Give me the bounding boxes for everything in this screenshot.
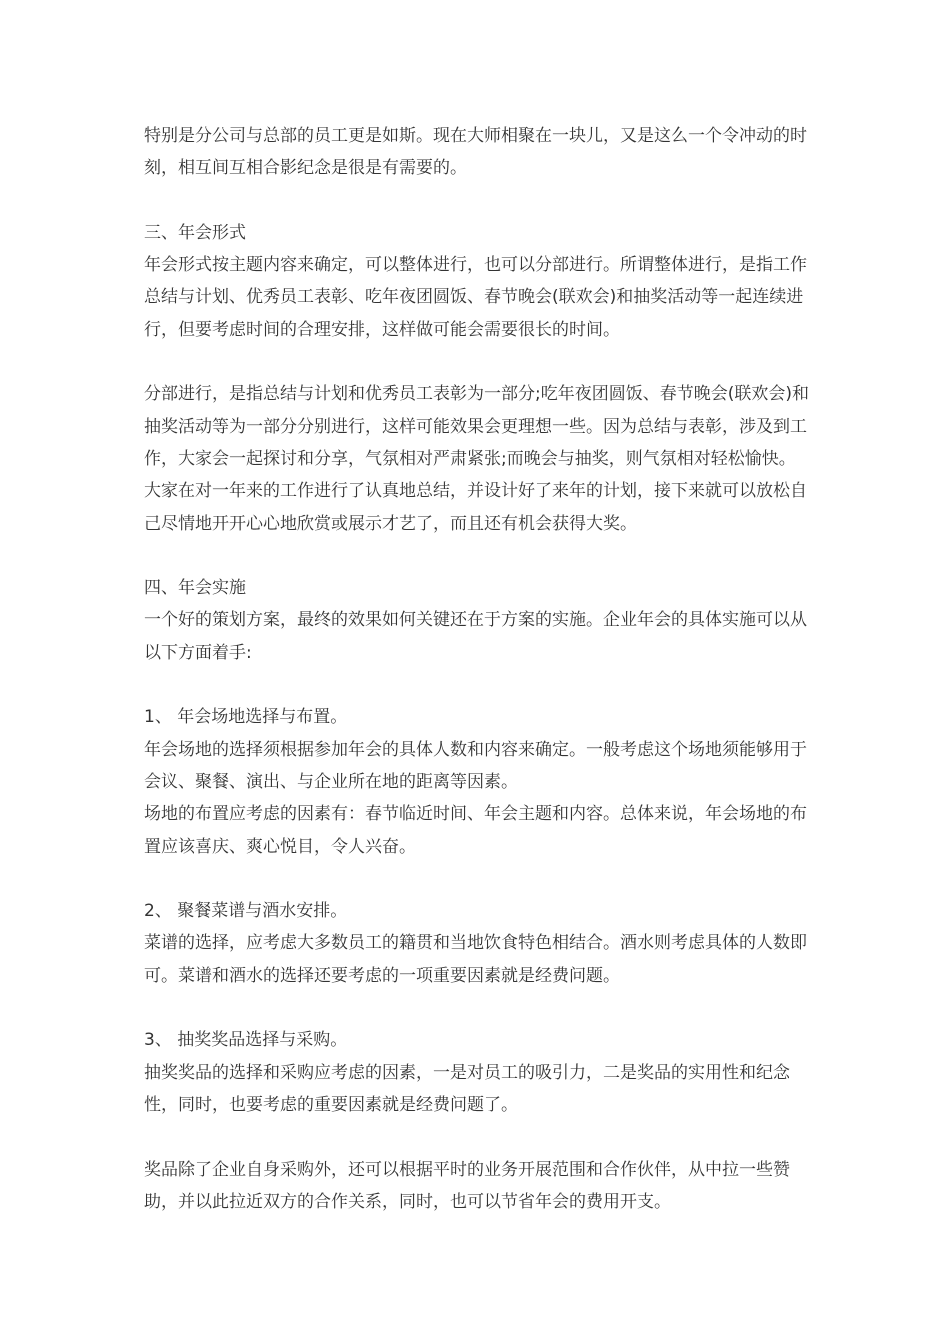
paragraph-spacer	[144, 346, 810, 378]
body-paragraph: 年会形式按主题内容来确定，可以整体进行，也可以分部进行。所谓整体进行，是指工作总结与计划、优秀员工表彰、吃年夜团圆饭、春节晚会(联欢会)和抽奖活动等一起连续进行，但要考虑时间的合理安排，这样做可能会需要很长的时间。	[144, 255, 807, 340]
body-paragraph: 特别是分公司与总部的员工更是如斯。现在大师相聚在一块儿，又是这么一个令冲动的时刻，相互间互相合影纪念是很是有需要的。	[144, 126, 807, 179]
body-paragraph: 菜谱的选择，应考虑大多数员工的籍贯和当地饮食特色相结合。酒水则考虑具体的人数即可。菜谱和酒水的选择还要考虑的一项重要因素就是经费问题。	[144, 933, 807, 986]
section-heading: 四、年会实施	[144, 578, 246, 599]
paragraph-spacer	[144, 540, 810, 572]
section-implementation	[144, 572, 810, 669]
body-paragraph: 年会场地的选择须根据参加年会的具体人数和内容来确定。一般考虑这个场地须能够用于会议、聚餐、演出、与企业所在地的距离等因素。	[144, 739, 807, 792]
paragraph-group-sponsorship	[144, 1154, 810, 1219]
paragraph-spacer	[144, 863, 810, 895]
item-menu	[144, 895, 810, 992]
item-heading: 2、 聚餐菜谱与酒水安排。	[144, 901, 348, 922]
paragraph-spacer	[144, 185, 810, 217]
item-heading: 3、 抽奖奖品选择与采购。	[144, 1030, 348, 1051]
item-venue	[144, 701, 810, 862]
body-paragraph: 场地的布置应考虑的因素有：春节临近时间、年会主题和内容。总体来说，年会场地的布置应该喜庆、爽心悦目，令人兴奋。	[144, 804, 807, 857]
item-heading: 1、 年会场地选择与布置。	[144, 707, 348, 728]
body-paragraph: 分部进行，是指总结与计划和优秀员工表彰为一部分;吃年夜团圆饭、春节晚会(联欢会)和抽奖活动等为一部分分别进行，这样可能效果会更理想一些。因为总结与表彰，涉及到工作，大家会一起探讨和分享，气氛相对严肃紧张;而晚会与抽奖，则气氛相对轻松愉快。大家在对一年来的工作进行了认真地总结，并设计好了来年的计划，接下来就可以放松自己尽情地开开心心地欣赏或展示才艺了，而且还有机会获得大奖。	[144, 384, 809, 534]
item-prizes	[144, 1024, 810, 1121]
section-form	[144, 217, 810, 346]
paragraph-group-intro	[144, 120, 810, 185]
paragraph-group-partial	[144, 378, 810, 539]
body-paragraph: 奖品除了企业自身采购外，还可以根据平时的业务开展范围和合作伙伴，从中拉一些赞助，并以此拉近双方的合作关系，同时，也可以节省年会的费用开支。	[144, 1159, 790, 1212]
body-paragraph: 一个好的策划方案，最终的效果如何关键还在于方案的实施。企业年会的具体实施可以从以下方面着手:	[144, 610, 807, 663]
section-heading: 三、年会形式	[144, 222, 246, 243]
paragraph-spacer	[144, 669, 810, 701]
paragraph-spacer	[144, 1121, 810, 1153]
document-page	[144, 120, 810, 1218]
paragraph-spacer	[144, 992, 810, 1024]
body-paragraph: 抽奖奖品的选择和采购应考虑的因素，一是对员工的吸引力，二是奖品的实用性和纪念性，同时，也要考虑的重要因素就是经费问题了。	[144, 1062, 790, 1115]
